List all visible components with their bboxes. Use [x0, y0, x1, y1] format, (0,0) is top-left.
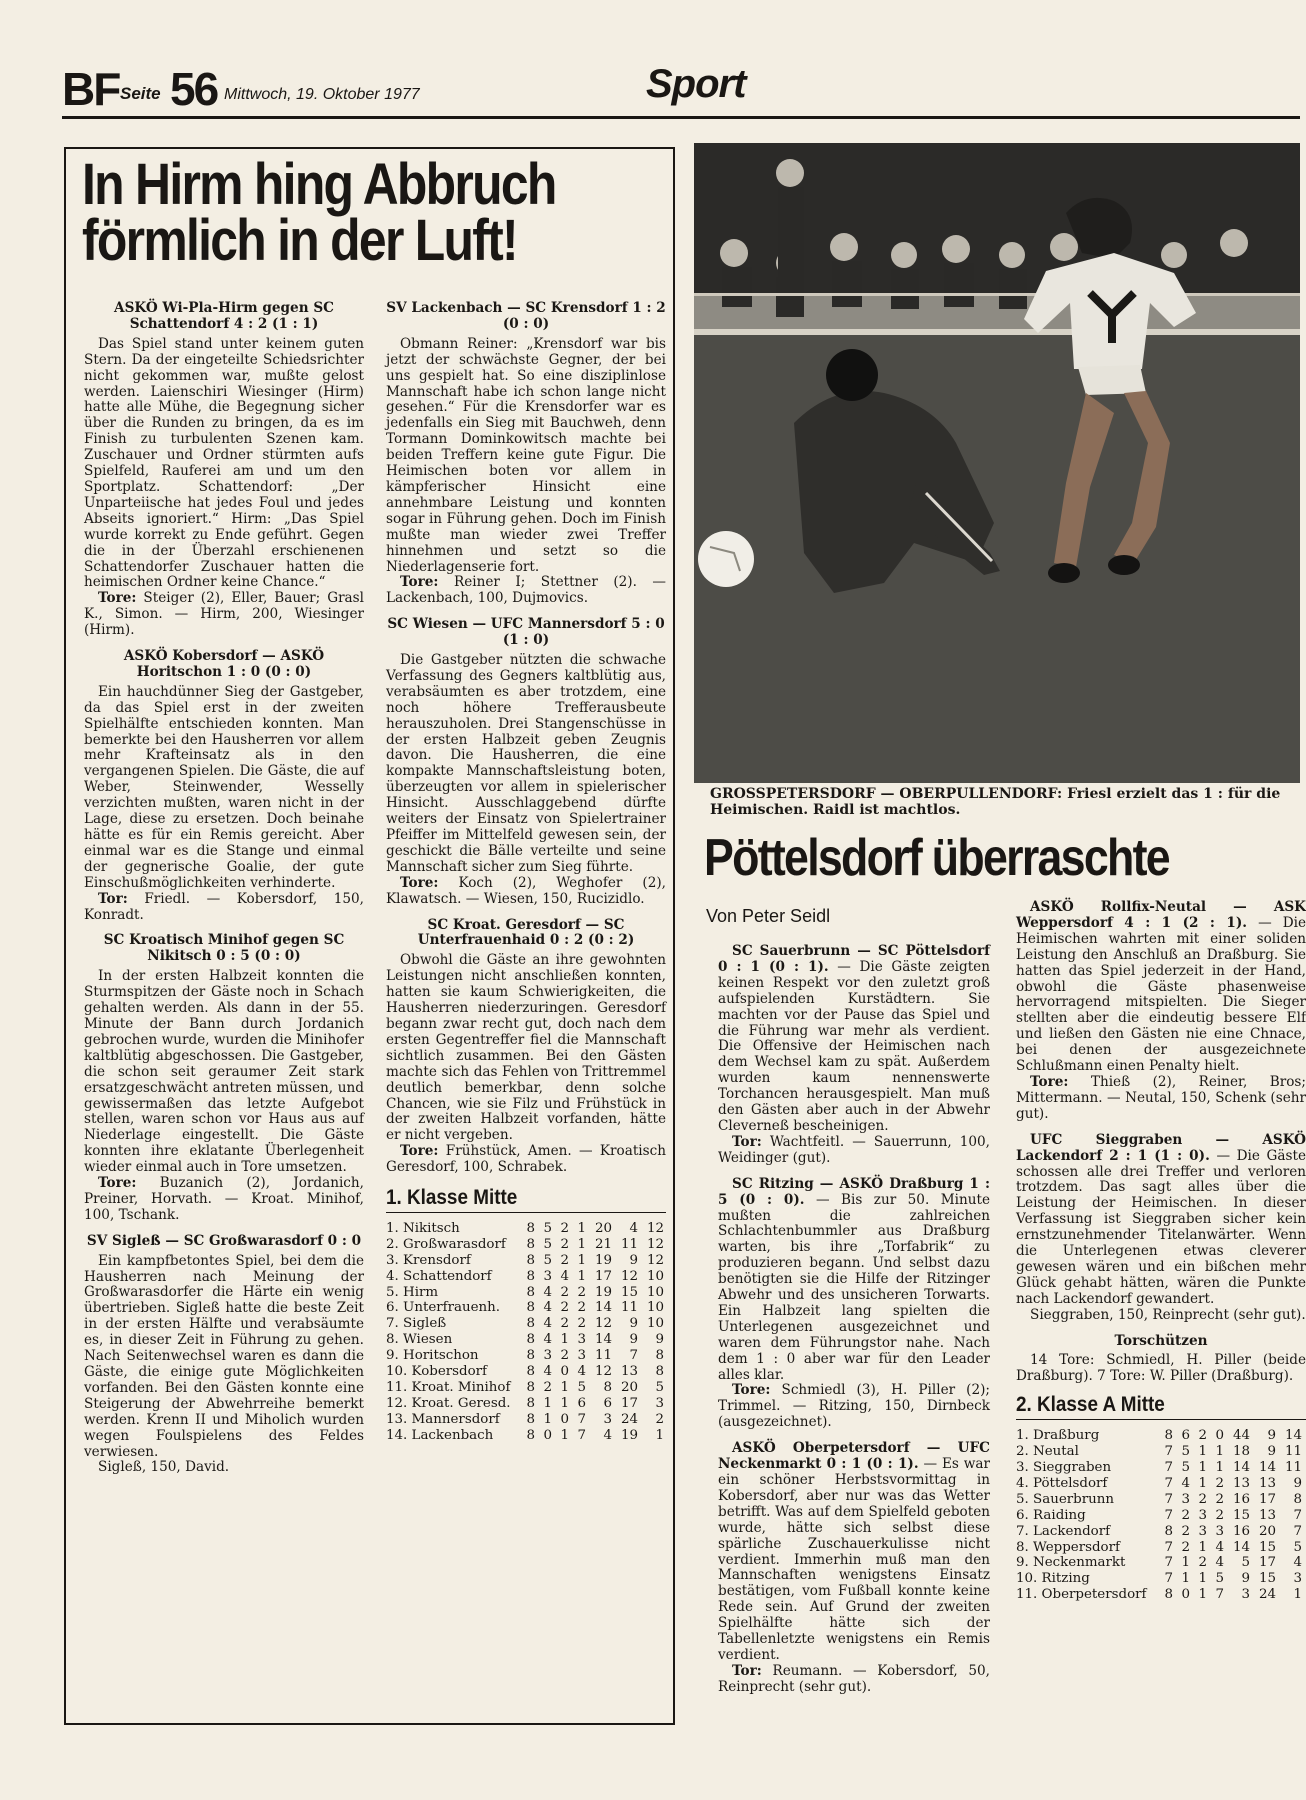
stat-cell: 1: [1215, 1460, 1224, 1475]
match-heading: ASKÖ Kobersdorf — ASKÖ Horitschon 1 : 0 (0 : 0): [123, 648, 325, 680]
stat-cell: 7: [1164, 1571, 1173, 1587]
match-scorers: Tore: Steiger (2), Eller, Bauer; Grasl K., Simon. — Hirm, 200, Wiesinger (Hirm).: [84, 590, 364, 639]
table-row: [1016, 1476, 1302, 1492]
stat-cell: 2: [1198, 1428, 1207, 1444]
stat-cell: 2: [1198, 1491, 1207, 1507]
stat-cell: 7: [1215, 1587, 1224, 1603]
stat-cell: 12: [594, 1364, 612, 1380]
team-name-cell: 1. Draßburg: [1016, 1428, 1100, 1444]
photo-caption: GROSSPETERSDORF — OBERPULLENDORF: Friesl erzielt das 1 : für die Heimischen. Raidl ist machtlos.: [710, 786, 1281, 818]
stat-cell: 10: [646, 1268, 664, 1284]
stat-cell: 8: [526, 1252, 535, 1268]
stat-cell: 8: [526, 1316, 535, 1332]
stat-cell: 8: [526, 1395, 535, 1411]
stat-cell: 8: [1164, 1428, 1173, 1444]
stat-cell: 1: [1198, 1444, 1207, 1460]
stat-cell: 13: [1258, 1507, 1276, 1523]
stat-cell: 12: [646, 1252, 664, 1268]
stat-cell: 1: [1215, 1444, 1224, 1460]
issue-date: Mittwoch, 19. Oktober 1977: [224, 86, 420, 103]
match-scorers: Tore: Schmiedl (3), H. Piller (2); Trimmel. — Ritzing, 150, Dirnbeck (ausgezeichnet).: [718, 1382, 990, 1431]
stat-cell: 3: [1241, 1587, 1250, 1603]
team-name-cell: 8. Wiesen: [386, 1332, 453, 1348]
match-scorers: Tore: Buzanich (2), Jordanich, Preiner, Horvath. — Kroat. Minihof, 100, Tschank.: [84, 1175, 364, 1223]
stat-cell: 4: [1293, 1555, 1302, 1571]
stat-cell: 0: [560, 1364, 569, 1380]
stat-cell: 1: [577, 1268, 586, 1284]
stat-cell: 3: [1198, 1507, 1207, 1523]
match-report: In der ersten Halbzeit konnten die Sturmspitzen der Gäste noch in Schach gehalten werden. Als dann in der 55. Minute der Bann durch Jordanich gebrochen wurde, wurden die Minihofer kaltblütig abgeschossen. Die Gastgeber, die schon seit geraumer Zeit stark ersatzgeschwächt antreten müssen, und gewissermaßen das letzte Aufgebot stellen, waren schon vor Haus aus auf Niederlage eingestellt. Die Gäste konnten ihre eklatante Überlegenheit wieder einmal auch in Tore umsetzen.: [84, 968, 364, 1176]
match-scorers: Tore: Frühstück, Amen. — Kroatisch Geresdorf, 100, Schrabek.: [386, 1143, 666, 1176]
table-row: [386, 1316, 664, 1332]
stat-cell: 7: [629, 1348, 638, 1364]
table-row: [386, 1221, 664, 1237]
stat-cell: 20: [620, 1380, 638, 1395]
stat-cell: 8: [526, 1364, 535, 1380]
match-report: Ein kampfbetontes Spiel, bei dem die Hausherren nach Meinung der Großwarasdorfer die Härte ein wenig übertrieben. Sigleß hatte die beste Zeit in der ersten Hälfte und verabsäumte es, in dieser Zeit in Führung zu gehen. Nach Seitenwechsel waren es dann die Gäste, die einige gute Möglichkeiten vorfanden. Bei den Gästen konnte eine Steigerung der Abwehrreihe bemerkt werden. Krenn II und Miholich wurden wegen Foulspielens des Feldes verwiesen.: [84, 1252, 364, 1460]
match-report: Die Gastgeber nützten die schwache Verfassung des Gegners kaltblütig aus, verabsäumten es aber trotzdem, eine noch höhere Trefferausbeute herauszuholen. Drei Stangenschüsse in der ersten Halbzeit geben Zeugnis davon. Die Hausherren, die eine kompakte Mannschaftsleistung boten, überzeugten vor allem in spielerischer Hinsicht. Ausschlaggebend dürfte weiters der Einsatz von Spielertrainer Pfeiffer im Mittelfeld gewesen sein, der geschickt die Bälle verteilte und seine Mannschaft sicher zum Sieg führte.: [386, 652, 666, 875]
match-report: ASKÖ Rollfix-Neutal — ASK Weppersdorf 4 : 1 (2 : 1). — Die Heimischen wahrten mit einer soliden Leistung den Anschluß an Draßburg. Sie hatten das Spiel jederzeit in der Hand, obwohl die Gäste phasenweise hervorragend mitspielten. Die Sieger stellten aber die eindeutig bessere Elf und ließen den Gästen nie eine Chnace, bei denen der ausgezeichnete Schlußmann einen Penalty hielt.: [1016, 899, 1306, 1075]
match-report: SC Sauerbrunn — SC Pöttelsdorf 0 : 1 (0 : 1). — Die Gäste zeigten keinen Respekt vor den zuletzt groß aufspielenden Kurstädtern. Sie machten vor der Pause das Spiel und die Führung war mehr als verdient. Die Offensive der Heimischen nach dem Wechsel kam zu spät. Außerdem wurden kaum nennenswerte Torchancen herausgespielt. Man muß den Gästen aber auch in der Abwehr Cleverneß bescheinigen.: [718, 943, 990, 1134]
stat-cell: 3: [603, 1411, 612, 1427]
stat-cell: 10: [646, 1300, 664, 1316]
table-row: [386, 1269, 664, 1285]
stat-cell: 8: [526, 1284, 535, 1300]
table-row: [1016, 1540, 1302, 1556]
team-name-cell: 7. Lackendorf: [1016, 1523, 1111, 1539]
match-report: Ein hauchdünner Sieg der Gastgeber, da das Spiel erst in der zweiten Spielhälfte entschieden konnten. Man bemerkte bei den Hausherren vor allem mehr Krafteinsatz als in den vergangenen Spielen. Die Gäste, die auf Weber, Steinwender, Wesselly verzichten mußten, waren nicht in der Lage, diese zu ersetzen. Doch beinahe hätte es für ein Remis gereicht. Aber einmal war es die Stange und einmal der gegnerische Goalie, der gute Einschußmöglichkeiten verhinderte.: [84, 683, 364, 891]
stat-cell: 2: [1181, 1539, 1190, 1555]
article-column-2: [386, 299, 666, 1444]
team-name-cell: 9. Neckenmarkt: [1016, 1555, 1126, 1571]
stat-cell: 21: [594, 1236, 612, 1252]
team-name-cell: 9. Horitschon: [386, 1348, 479, 1364]
team-name-cell: 13. Mannersdorf: [386, 1411, 500, 1427]
stat-cell: 1: [655, 1427, 664, 1443]
stat-cell: 2: [1215, 1475, 1224, 1491]
stat-cell: 15: [1258, 1539, 1276, 1555]
team-name-cell: 7. Sigleß: [386, 1316, 447, 1332]
stat-cell: 5: [543, 1236, 552, 1252]
stat-cell: 2: [577, 1300, 586, 1316]
stat-cell: 9: [1293, 1475, 1302, 1491]
stat-cell: 7: [1164, 1555, 1173, 1571]
stat-cell: 12: [646, 1220, 664, 1236]
stat-cell: 2: [560, 1300, 569, 1316]
stat-cell: 5: [577, 1380, 586, 1395]
table-row: [1016, 1524, 1302, 1540]
table-row: [386, 1253, 664, 1269]
stat-cell: 20: [594, 1220, 612, 1236]
stat-cell: 7: [1293, 1507, 1302, 1523]
stat-cell: 11: [620, 1300, 638, 1316]
stat-cell: 1: [543, 1411, 552, 1427]
table-row: [386, 1396, 664, 1412]
table-title: 1. Klasse Mitte: [386, 1186, 518, 1210]
standings-table-1: [386, 1221, 664, 1444]
match-report: SC Ritzing — ASKÖ Draßburg 1 : 5 (0 : 0). — Bis zur 50. Minute mußten die zahlreichen Schlachtenbummler aus Draßburg warten, bis ihre „Torfabrik“ zu produzieren begann. Und selbst dazu benötigten sie die Hilfe der Ritzinger Abwehr und des unsicheren Torwarts. Ein Halbzeit lang spielten die Unterlegenen ausgezeichnet und waren dem Führungstor nahe. Nach dem 1 : 0 aber war für den Leader alles klar.: [718, 1175, 990, 1383]
match-report: Das Spiel stand unter keinem guten Stern. Da der eingeteilte Schiedsrichter nicht gekommen war, mußte gelost werden. Laienschiri Wiesinger (Hirm) hatte alle Mühe, die Begegnung sicher über die Runden zu bringen, da es im Finish zu turbulenten Szenen kam. Zuschauer und Ordner stürmten aufs Spielfeld, Rauferei am und um den Sportplatz. Schattendorf: „Der Unparteiische hat jedes Foul und jedes Abseits ignoriert.“ Hirm: „Das Spiel wurde korrekt zu Ende geführt. Gegen die in der Überzahl erschienenen Schattendorfer Zuschauer hatten die heimischen Ordner keine Chance.“: [84, 335, 364, 591]
team-name-cell: 4. Schattendorf: [386, 1268, 492, 1284]
stat-cell: 4: [543, 1364, 552, 1380]
torschuetzen-heading: Torschützen: [1114, 1332, 1208, 1349]
stat-cell: 8: [526, 1332, 535, 1348]
match-photo: [694, 143, 1300, 783]
stat-cell: 9: [629, 1316, 638, 1332]
stat-cell: 6: [577, 1395, 586, 1411]
team-name-cell: 3. Krensdorf: [386, 1252, 471, 1268]
page-label: Seite: [120, 84, 161, 103]
stat-cell: 7: [1164, 1444, 1173, 1460]
table-row: [386, 1364, 664, 1380]
stat-cell: 8: [603, 1380, 612, 1395]
stat-cell: 11: [594, 1348, 612, 1364]
torschuetzen-text: 14 Tore: Schmiedl, H. Piller (beide Draßburg). 7 Tore: W. Piller (Draßburg).: [1016, 1352, 1306, 1385]
match-heading: ASKÖ Wi-Pla-Hirm gegen SC Schattendorf 4 : 2 (1 : 1): [114, 300, 334, 332]
stat-cell: 8: [526, 1300, 535, 1316]
stat-cell: 4: [543, 1316, 552, 1332]
stat-cell: 8: [526, 1236, 535, 1252]
match-report: Obwohl die Gäste an ihre gewohnten Leistungen nicht anschließen konnten, hatten sie kaum Schwierigkeiten, die Hausherren niederzuringen. Geresdorf begann zwar recht gut, doch nach dem ersten Gegentreffer fiel die Mannschaft sichtlich zusammen. Bei den Gästen machte sich das Fehlen von Trittremmel deutlich bemerkbar, denn solche Chancen, wie sie Filz und Frühstück in der zweiten Halbzeit vorfanden, hätte er nicht vergeben.: [386, 952, 666, 1144]
table-divider: [386, 1212, 666, 1213]
table-row: [1016, 1444, 1302, 1460]
stat-cell: 2: [560, 1236, 569, 1252]
stat-cell: 13: [1258, 1475, 1276, 1491]
masthead-divider: [62, 116, 1300, 119]
table-title: 2. Klasse A Mitte: [1016, 1393, 1165, 1417]
table-row: [1016, 1555, 1302, 1571]
stat-cell: 8: [655, 1348, 664, 1364]
stat-cell: 19: [620, 1427, 638, 1443]
team-name-cell: 6. Raiding: [1016, 1507, 1086, 1523]
stat-cell: 3: [1181, 1491, 1190, 1507]
stat-cell: 8: [1164, 1523, 1173, 1539]
stat-cell: 13: [620, 1364, 638, 1380]
table-row: [1016, 1571, 1302, 1587]
stat-cell: 3: [1198, 1523, 1207, 1539]
stat-cell: 9: [655, 1332, 664, 1348]
stat-cell: 10: [646, 1316, 664, 1332]
stat-cell: 1: [577, 1252, 586, 1268]
stat-cell: 0: [543, 1427, 552, 1443]
newspaper-logo: BF: [62, 63, 120, 115]
stat-cell: 2: [1181, 1507, 1190, 1523]
stat-cell: 17: [1258, 1555, 1276, 1571]
stat-cell: 7: [1293, 1523, 1302, 1539]
team-name-cell: 14. Lackenbach: [386, 1427, 494, 1443]
stat-cell: 20: [1258, 1523, 1276, 1539]
stat-cell: 2: [560, 1252, 569, 1268]
stat-cell: 0: [1181, 1587, 1190, 1603]
stat-cell: 8: [1293, 1491, 1302, 1507]
stat-cell: 2: [560, 1220, 569, 1236]
football-photo-illustration: [694, 143, 1300, 783]
stat-cell: 0: [560, 1411, 569, 1427]
stat-cell: 2: [560, 1348, 569, 1364]
stat-cell: 8: [526, 1220, 535, 1236]
stat-cell: 3: [655, 1395, 664, 1411]
team-name-cell: 10. Kobersdorf: [386, 1364, 488, 1380]
match-scorers: Tor: Wachtfeitl. — Sauerrunn, 100, Weidinger (gut).: [718, 1133, 990, 1166]
stat-cell: 12: [646, 1236, 664, 1252]
stat-cell: 13: [1232, 1475, 1250, 1491]
stat-cell: 4: [1181, 1475, 1190, 1491]
stat-cell: 17: [594, 1268, 612, 1284]
stat-cell: 3: [577, 1332, 586, 1348]
stat-cell: 1: [1198, 1475, 1207, 1491]
match-heading: SC Kroat. Geresdorf — SC Unterfrauenhaid 0 : 2 (0 : 2): [417, 916, 635, 949]
stat-cell: 5: [655, 1380, 664, 1395]
stat-cell: 1: [1181, 1571, 1190, 1587]
article-column-4: [1016, 899, 1306, 1603]
table-row: [386, 1300, 664, 1316]
stat-cell: 4: [629, 1220, 638, 1236]
table-row: [386, 1348, 664, 1364]
team-name-cell: 4. Pöttelsdorf: [1016, 1475, 1108, 1491]
stat-cell: 14: [1232, 1539, 1250, 1555]
masthead: [62, 60, 1282, 120]
stat-cell: 4: [577, 1364, 586, 1380]
stat-cell: 15: [620, 1284, 638, 1300]
stat-cell: 5: [1181, 1444, 1190, 1460]
stat-cell: 14: [594, 1300, 612, 1316]
team-name-cell: 3. Sieggraben: [1016, 1460, 1112, 1475]
stat-cell: 1: [560, 1427, 569, 1443]
stat-cell: 5: [1215, 1571, 1224, 1587]
stat-cell: 4: [603, 1427, 612, 1443]
team-name-cell: 11. Oberpetersdorf: [1016, 1587, 1147, 1603]
stat-cell: 6: [603, 1395, 612, 1411]
stat-cell: 7: [1164, 1539, 1173, 1555]
stat-cell: 1: [560, 1380, 569, 1395]
stat-cell: 7: [1164, 1460, 1173, 1475]
stat-cell: 3: [577, 1348, 586, 1364]
stat-cell: 1: [560, 1395, 569, 1411]
team-name-cell: 2. Neutal: [1016, 1444, 1079, 1460]
table-row: [1016, 1587, 1302, 1603]
stat-cell: 1: [1293, 1587, 1302, 1603]
stat-cell: 14: [1232, 1460, 1250, 1475]
stat-cell: 2: [1181, 1523, 1190, 1539]
match-report: Obmann Reiner: „Krensdorf war bis jetzt der schwächste Gegner, der bei uns gespielt hat. So eine disziplinlose Mannschaft habe ich schon lange nicht gesehen.“ Für die Krensdorfer war es jedenfalls ein Sieg mit Bauchweh, denn Tormann Dominkowitsch machte bei beiden Treffern keine gute Figur. Die Heimischen boten vor allem in kämpferischer Hinsicht eine annehmbare Leistung und konnten sogar in Führung gehen. Doch im Finish mußte man wieder zwei Treffer hinnehmen und setzt so die Niederlagenserie fort.: [386, 335, 666, 575]
stat-cell: 24: [1258, 1587, 1276, 1603]
match-scorers: Sieggraben, 150, Reinprecht (sehr gut).: [1030, 1306, 1306, 1323]
table-row: [386, 1285, 664, 1301]
stat-cell: 17: [620, 1395, 638, 1411]
stat-cell: 8: [655, 1364, 664, 1380]
team-name-cell: 5. Hirm: [386, 1284, 439, 1300]
match-scorers: Tore: Thieß (2), Reiner, Bros; Mittermann. — Neutal, 150, Schenk (sehr gut).: [1016, 1073, 1306, 1122]
table-row: [386, 1428, 664, 1444]
stat-cell: 3: [543, 1268, 552, 1284]
stat-cell: 2: [655, 1411, 664, 1427]
stat-cell: 17: [1258, 1491, 1276, 1507]
stat-cell: 3: [1293, 1571, 1302, 1587]
stat-cell: 1: [1198, 1587, 1207, 1603]
stat-cell: 5: [543, 1252, 552, 1268]
stat-cell: 19: [594, 1284, 612, 1300]
table-row: [386, 1237, 664, 1253]
stat-cell: 2: [577, 1284, 586, 1300]
stat-cell: 5: [1241, 1555, 1250, 1571]
table-row: [386, 1380, 664, 1396]
stat-cell: 9: [1267, 1428, 1276, 1444]
stat-cell: 1: [1181, 1555, 1190, 1571]
main-article-box: [64, 147, 675, 1725]
stat-cell: 7: [1164, 1491, 1173, 1507]
match-scorers: Tor: Reumann. — Kobersdorf, 50, Reinprecht (sehr gut).: [718, 1662, 990, 1695]
team-name-cell: 2. Großwarasdorf: [386, 1236, 506, 1252]
stat-cell: 3: [543, 1348, 552, 1364]
stat-cell: 3: [1215, 1523, 1224, 1539]
stat-cell: 4: [543, 1300, 552, 1316]
stat-cell: 11: [1284, 1444, 1302, 1460]
stat-cell: 2: [560, 1316, 569, 1332]
stat-cell: 14: [1258, 1460, 1276, 1475]
stat-cell: 2: [543, 1380, 552, 1395]
stat-cell: 18: [1232, 1444, 1250, 1460]
stat-cell: 12: [594, 1316, 612, 1332]
table-row: [1016, 1508, 1302, 1524]
stat-cell: 1: [1198, 1571, 1207, 1587]
stat-cell: 2: [560, 1284, 569, 1300]
table-row: [386, 1332, 664, 1348]
stat-cell: 5: [1293, 1539, 1302, 1555]
stat-cell: 1: [1198, 1460, 1207, 1475]
stat-cell: 2: [1198, 1555, 1207, 1571]
match-report: UFC Sieggraben — ASKÖ Lackendorf 2 : 1 (1 : 0). — Die Gäste schossen alle drei Treffer und verloren trotzdem. Das sagt alles über die Leistung der Heimischen. In dieser Verfassung ist Sieggraben sicher kein ernstzunehmender Titelanwärter. Wenn die Unterlegenen etwas cleverer gewesen wären und ein bißchen mehr Glück gehabt hätten, wären die Punkte nach Lackendorf gewandert.: [1016, 1131, 1306, 1307]
stat-cell: 2: [1215, 1507, 1224, 1523]
stat-cell: 7: [577, 1427, 586, 1443]
table-row: [1016, 1492, 1302, 1508]
stat-cell: 9: [1267, 1444, 1276, 1460]
stat-cell: 1: [543, 1395, 552, 1411]
team-name-cell: 5. Sauerbrunn: [1016, 1491, 1114, 1507]
article-column-1: [84, 299, 364, 1486]
stat-cell: 8: [526, 1411, 535, 1427]
stat-cell: 7: [577, 1411, 586, 1427]
stat-cell: 15: [1258, 1571, 1276, 1587]
table-row: [1016, 1428, 1302, 1444]
stat-cell: 9: [629, 1252, 638, 1268]
stat-cell: 8: [526, 1427, 535, 1443]
stat-cell: 2: [577, 1316, 586, 1332]
stat-cell: 8: [526, 1380, 535, 1395]
stat-cell: 15: [1232, 1507, 1250, 1523]
stat-cell: 1: [577, 1236, 586, 1252]
stat-cell: 0: [1215, 1428, 1224, 1444]
match-report: ASKÖ Oberpetersdorf — UFC Neckenmarkt 0 : 1 (0 : 1). — Es war ein schöner Herbstsvormittag in Kobersdorf, aber nur was das Wetter betrifft. Was auf dem Spielfeld geboten wurde, hätte sich selbst diese spärliche Zuschauerkulisse nicht verdient. Immerhin muß man den Mannschaften wenigstens Einsatz bestätigen, vom Fußball konnte keine Rede sein. Auf Grund der zweiten Spielhälfte hätte sich der Tabellenletzte wenigstens ein Remis verdient.: [718, 1440, 991, 1663]
match-scorers: Tor: Friedl. — Kobersdorf, 150, Konradt.: [84, 890, 364, 923]
team-name-cell: 8. Weppersdorf: [1016, 1539, 1120, 1555]
match-scorers: Tore: Reiner I; Stettner (2). — Lackenbach, 100, Dujmovics.: [386, 574, 667, 607]
stat-cell: 5: [1181, 1460, 1190, 1475]
team-name-cell: 11. Kroat. Minihof: [386, 1380, 511, 1395]
stat-cell: 4: [543, 1284, 552, 1300]
stat-cell: 16: [1232, 1491, 1250, 1507]
stat-cell: 11: [620, 1236, 638, 1252]
team-name-cell: 10. Ritzing: [1016, 1571, 1090, 1587]
team-name-cell: 1. Nikitsch: [386, 1220, 460, 1236]
match-heading: SV Sigleß — SC Großwarasdorf 0 : 0: [86, 1232, 362, 1249]
stat-cell: 2: [1215, 1491, 1224, 1507]
match-scorers: Tore: Koch (2), Weghofer (2), Klawatsch. — Wiesen, 150, Rucizidlo.: [386, 874, 666, 907]
stat-cell: 44: [1232, 1428, 1250, 1444]
byline: Von Peter Seidl: [706, 906, 831, 926]
table-divider: [1016, 1419, 1306, 1420]
team-name-cell: 12. Kroat. Geresd.: [386, 1395, 511, 1411]
stat-cell: 16: [1232, 1523, 1250, 1539]
stat-cell: 10: [646, 1284, 664, 1300]
stat-cell: 12: [620, 1268, 638, 1284]
stat-cell: 4: [543, 1332, 552, 1348]
page-number: 56: [170, 63, 218, 115]
stat-cell: 9: [1241, 1571, 1250, 1587]
match-heading: SV Lackenbach — SC Krensdorf 1 : 2 (0 : 0): [386, 300, 666, 332]
stat-cell: 1: [577, 1220, 586, 1236]
stat-cell: 9: [629, 1332, 638, 1348]
stat-cell: 4: [1215, 1555, 1224, 1571]
stat-cell: 7: [1164, 1475, 1173, 1491]
stat-cell: 19: [594, 1252, 612, 1268]
stat-cell: 7: [1164, 1507, 1173, 1523]
stat-cell: 4: [1215, 1539, 1224, 1555]
match-heading: SC Kroatisch Minihof gegen SC Nikitsch 0 : 5 (0 : 0): [103, 932, 345, 965]
second-headline: Pöttelsdorf überraschte: [704, 829, 1169, 887]
table-row: [386, 1412, 664, 1428]
table-row: [1016, 1460, 1302, 1476]
stat-cell: 4: [560, 1268, 569, 1284]
stat-cell: 24: [620, 1411, 638, 1427]
stat-cell: 8: [526, 1348, 535, 1364]
stat-cell: 8: [1164, 1587, 1173, 1603]
stat-cell: 8: [526, 1268, 535, 1284]
section-title: Sport: [646, 62, 746, 106]
article-column-3: [718, 944, 990, 1706]
standings-table-2: [1016, 1428, 1302, 1603]
team-name-cell: 6. Unterfrauenh.: [386, 1300, 501, 1316]
match-scorers: Sigleß, 150, David.: [98, 1459, 230, 1476]
stat-cell: 11: [1284, 1460, 1302, 1475]
stat-cell: 14: [1284, 1428, 1302, 1444]
match-heading: SC Wiesen — UFC Mannersdorf 5 : 0 (1 : 0): [387, 616, 665, 649]
main-headline: In Hirm hing Abbruch förmlich in der Luft!: [82, 152, 556, 273]
stat-cell: 6: [1181, 1428, 1190, 1444]
stat-cell: 1: [560, 1332, 569, 1348]
stat-cell: 1: [1198, 1539, 1207, 1555]
stat-cell: 14: [594, 1332, 612, 1348]
stat-cell: 5: [543, 1220, 552, 1236]
